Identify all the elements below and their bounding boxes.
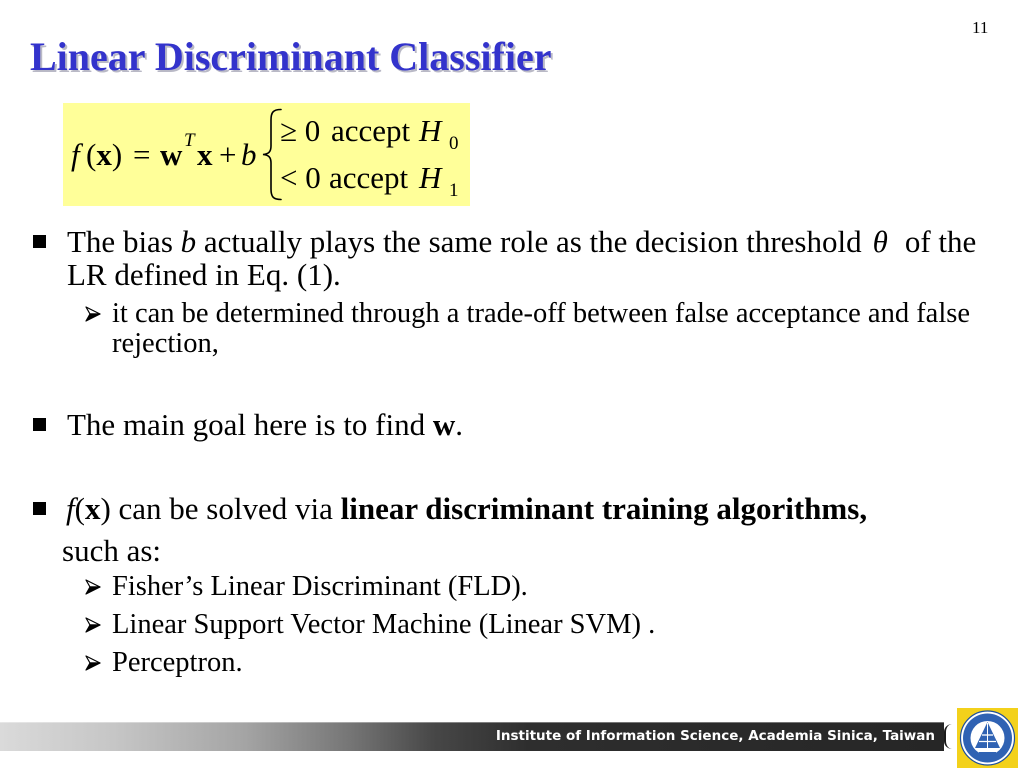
- algorithm-item-perceptron: Perceptron.: [112, 647, 243, 678]
- arrowhead-bullet-icon: [85, 306, 101, 322]
- bullet-3: [66, 492, 867, 525]
- bullet-1-text-mid: actually plays the same role as the decision threshold: [196, 224, 862, 259]
- arrowhead-bullet-icon: [85, 579, 101, 595]
- case-2-hypothesis: H: [419, 160, 442, 195]
- sub-bullet-tradeoff-line-2: rejection,: [112, 328, 219, 359]
- case-1-condition: ≥ 0: [280, 113, 321, 148]
- formula-function-f: f: [71, 137, 80, 172]
- case-2-condition: < 0: [280, 160, 321, 195]
- footer-institute-name: Institute of Information Science, Academia Sinica, Taiwan: [495, 728, 935, 744]
- formula-vector-x: x: [197, 137, 213, 172]
- bullet-3-bold-text: linear discriminant training algorithms,: [340, 491, 868, 526]
- footer-divider: [944, 724, 952, 749]
- sub-bullet-tradeoff: [112, 299, 970, 359]
- bias-variable-b: b: [180, 224, 197, 259]
- bullet-1-line-2: LR defined in Eq. (1).: [67, 257, 341, 292]
- arrowhead-bullet-icon: [85, 655, 101, 671]
- bullet-3-continuation: such as:: [62, 533, 162, 568]
- institute-logo: [957, 708, 1018, 768]
- formula-weight-vector-w: w: [160, 137, 183, 172]
- slide-title: Linear Discriminant Classifier: [30, 34, 552, 79]
- formula-argument: [86, 139, 122, 170]
- case-2-subscript: 1: [449, 180, 459, 201]
- formula-transpose-superscript: T: [184, 130, 195, 151]
- case-1-hypothesis: H: [419, 113, 442, 148]
- formula-bias-b: b: [241, 137, 257, 172]
- threshold-theta-symbol: θ: [872, 224, 888, 259]
- square-bullet-icon: [33, 502, 46, 515]
- formula-vector-x-arg: x: [96, 137, 112, 172]
- page-number: 11: [972, 18, 989, 37]
- algorithm-item-svm: Linear Support Vector Machine (Linear SVM) .: [112, 609, 656, 640]
- sub-bullet-tradeoff-line-1: it can be determined through a trade-off between false acceptance and false: [112, 298, 970, 329]
- square-bullet-icon: [33, 418, 46, 431]
- algorithm-item-fld: Fisher’s Linear Discriminant (FLD).: [112, 571, 528, 602]
- academia-sinica-seal-icon: [957, 708, 1018, 768]
- square-bullet-icon: [33, 235, 46, 248]
- bullet-2-text: The main goal here is to find: [67, 407, 433, 442]
- bullet-1: [67, 225, 976, 291]
- formula-plus: +: [219, 137, 237, 172]
- footer-bar: [0, 722, 944, 751]
- bullet-3-text: ) can be solved via: [100, 491, 341, 526]
- bullet-2: [67, 408, 463, 441]
- bullet-1-text-end: of the: [904, 224, 977, 259]
- formula-paren-close: ): [111, 137, 123, 172]
- arrowhead-bullet-icon: [85, 617, 101, 633]
- case-1-subscript: 0: [449, 133, 459, 154]
- case-1-action: accept: [331, 113, 411, 148]
- bullet-1-text-start: The bias: [67, 224, 181, 259]
- vector-x: x: [84, 491, 101, 526]
- formula-paren-open: (: [86, 137, 97, 172]
- formula-box: [63, 103, 470, 206]
- case-2-action: accept: [329, 160, 409, 195]
- bullet-2-period: .: [455, 407, 464, 442]
- formula-equals: =: [133, 137, 151, 172]
- weight-vector-w: w: [432, 407, 456, 442]
- function-f: f: [66, 491, 75, 526]
- bullet-1-line-1: [67, 225, 976, 258]
- bullet-3-paren-open: (: [74, 491, 85, 526]
